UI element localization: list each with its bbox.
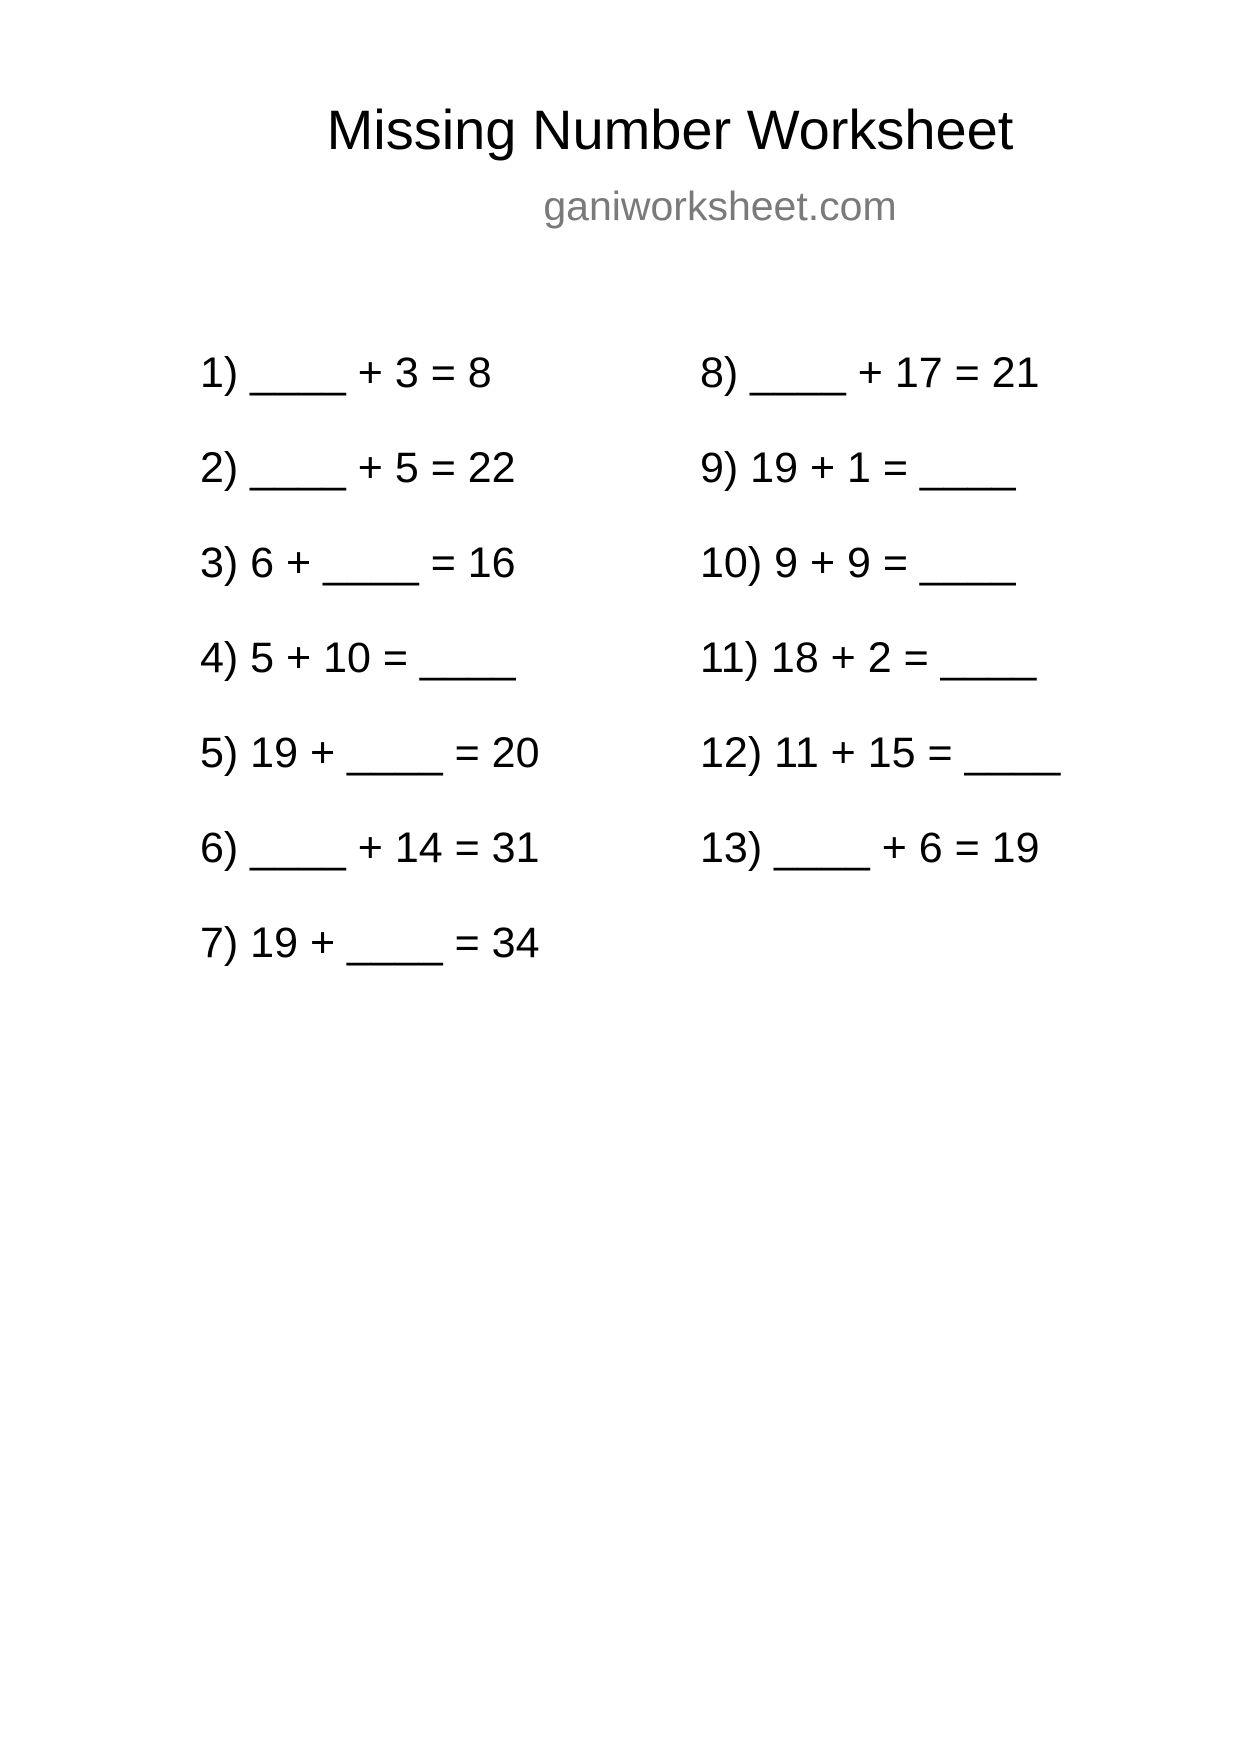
website-name: ganiworksheet.com: [543, 183, 897, 229]
problem-5: 5) 19 + ____ = 20: [200, 729, 540, 777]
problem-6: 6) ____ + 14 = 31: [200, 824, 540, 872]
problem-12: 12) 11 + 15 = ____: [700, 729, 1061, 777]
problem-13: 13) ____ + 6 = 19: [700, 824, 1040, 872]
problem-8: 8) ____ + 17 = 21: [700, 349, 1040, 397]
problems-column-left: [200, 348, 540, 1013]
problem-2: 2) ____ + 5 = 22: [200, 444, 516, 492]
problem-10: 10) 9 + 9 = ____: [700, 539, 1016, 587]
problem-11: 11) 18 + 2 = ____: [700, 634, 1037, 682]
problem-9: 9) 19 + 1 = ____: [700, 444, 1016, 492]
problem-4: 4) 5 + 10 = ____: [200, 634, 516, 682]
problems-column-right: [700, 348, 1060, 918]
problem-1: 1) ____ + 3 = 8: [200, 349, 492, 397]
problem-7: 7) 19 + ____ = 34: [200, 919, 540, 967]
problem-3: 3) 6 + ____ = 16: [200, 539, 516, 587]
worksheet-title: Missing Number Worksheet: [326, 98, 1014, 161]
